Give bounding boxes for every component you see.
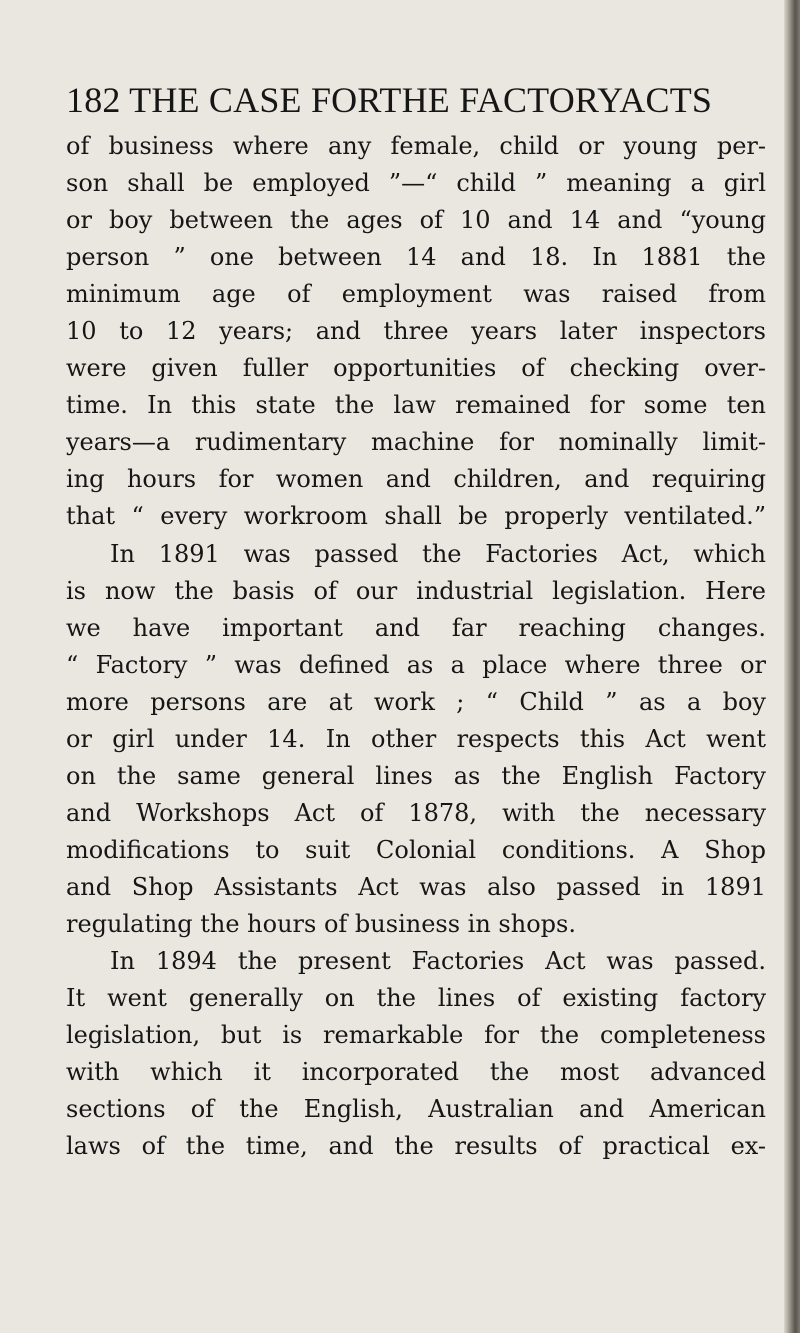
text-line: years—a rudimentary machine for nominally limit- xyxy=(66,428,766,457)
text-line: that “ every workroom shall be properly ventilated.” xyxy=(66,502,766,531)
text-line: son shall be employed ”—“ child ” meaning a girl xyxy=(66,169,766,198)
text-line: were given fuller opportunities of checking over- xyxy=(66,354,766,383)
body-text xyxy=(66,128,766,1165)
text-line: more persons are at work ; “ Child ” as a boy xyxy=(66,687,766,716)
text-line: legislation, but is remarkable for the completeness xyxy=(66,1021,766,1050)
text-line: of business where any female, child or young per- xyxy=(66,132,766,160)
text-line: modifications to suit Colonial conditions. A Shop xyxy=(66,835,766,864)
text-line: is now the basis of our industrial legislation. Here xyxy=(66,576,766,605)
text-line: or girl under 14. In other respects this Act went xyxy=(66,724,766,753)
text-line: time. In this state the law remained for some ten xyxy=(66,391,766,420)
text-line: sections of the English, Australian and American xyxy=(66,1095,766,1124)
page-edge-shadow xyxy=(784,0,800,1333)
text-line: we have important and far reaching changes. xyxy=(66,613,766,642)
text-line: with which it incorporated the most advanced xyxy=(66,1058,766,1087)
text-line: 10 to 12 years; and three years later inspectors xyxy=(66,317,766,346)
text-line: or boy between the ages of 10 and 14 and “young xyxy=(66,206,766,235)
text-line: and Workshops Act of 1878, with the necessary xyxy=(66,798,766,827)
text-line: minimum age of employment was raised from xyxy=(66,280,766,309)
text-line: person ” one between 14 and 18. In 1881 the xyxy=(66,243,766,272)
text-line: “ Factory ” was defined as a place where three or xyxy=(66,650,766,679)
text-line: ing hours for women and children, and requiring xyxy=(66,465,766,494)
text-line: In 1891 was passed the Factories Act, which xyxy=(110,539,766,568)
running-header: 182 THE CASE FORTHE FACTORYACTS xyxy=(66,80,713,120)
text-line: In 1894 the present Factories Act was passed. xyxy=(110,947,766,976)
text-line: laws of the time, and the results of practical ex- xyxy=(66,1132,766,1161)
text-line: regulating the hours of business in shops. xyxy=(66,909,576,938)
text-line: It went generally on the lines of existing factory xyxy=(66,984,766,1013)
text-line: on the same general lines as the English Factory xyxy=(66,761,766,790)
text-line: and Shop Assistants Act was also passed in 1891 xyxy=(66,872,766,901)
